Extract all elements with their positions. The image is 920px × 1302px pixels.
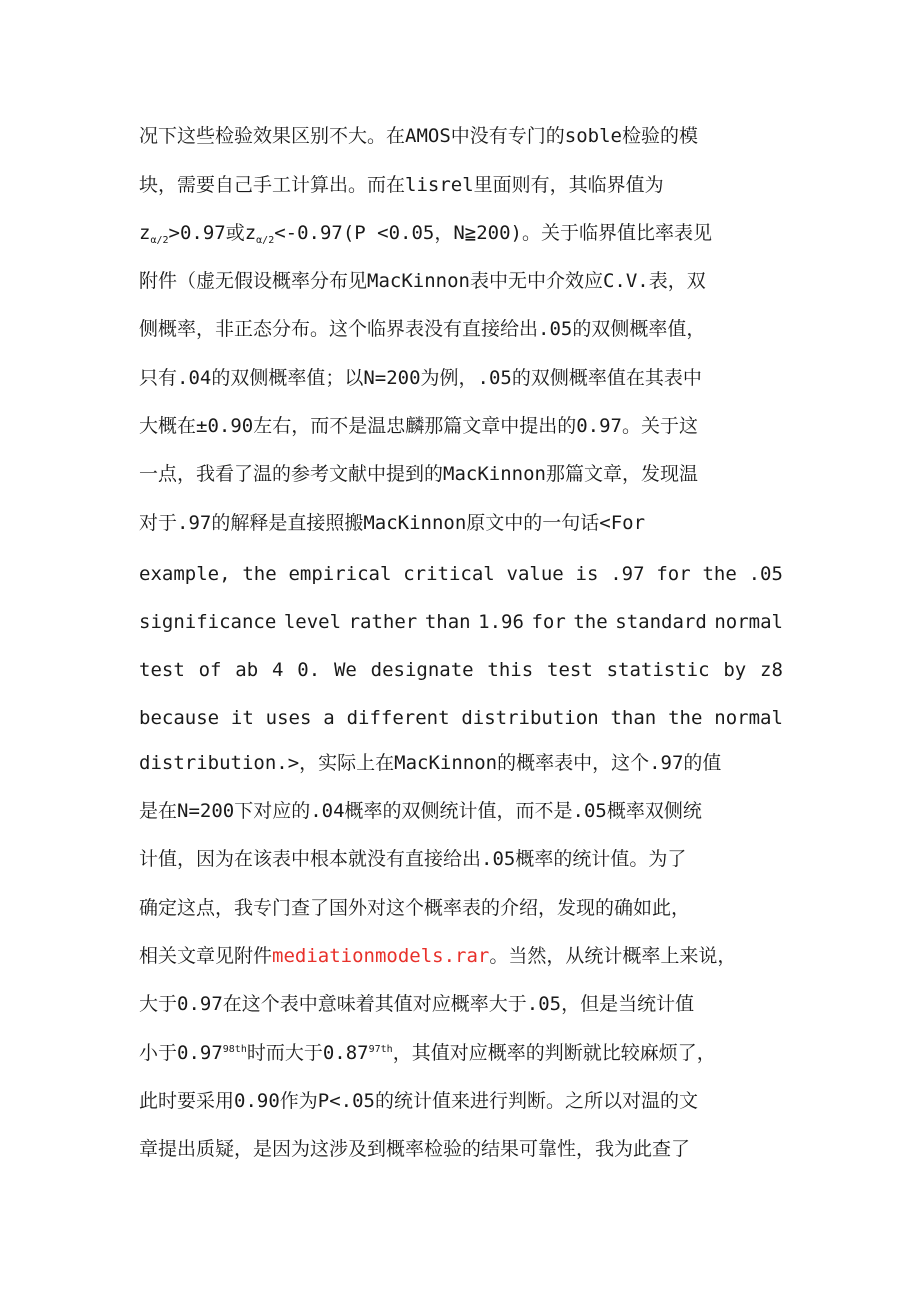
paragraph-line: 大于0.97在这个表中意味着其值对应概率大于.05，但是当统计值 [139, 993, 695, 1015]
word: critical [403, 563, 495, 585]
subscript: α/2 [256, 235, 275, 246]
word: different [346, 707, 450, 729]
word: z8 [760, 659, 783, 681]
z-symbol: z [139, 222, 151, 244]
word: distribution [461, 707, 599, 729]
word: standard [615, 611, 707, 633]
justified-english-line [139, 610, 783, 634]
paragraph-line: 确定这点，我专门查了国外对这个概率表的介绍，发现的确如此， [139, 897, 691, 919]
word: normal [714, 707, 783, 729]
word: because [139, 707, 220, 729]
justified-english-line [139, 658, 783, 682]
superscript: 97th [368, 1044, 393, 1055]
word: test [139, 659, 185, 681]
word: significance [139, 611, 277, 633]
word: designate [370, 659, 474, 681]
word: statistic [606, 659, 710, 681]
word: it [230, 707, 254, 729]
paragraph-line: 一点，我看了温的参考文献中提到的MacKinnon那篇文章，发现温 [139, 463, 698, 485]
word: 0. [297, 659, 321, 681]
word: by [723, 659, 747, 681]
word: example, [139, 563, 231, 585]
inline-text: 相关文章见附件 [139, 945, 273, 967]
word: ab [235, 659, 259, 681]
word: level [283, 611, 342, 633]
inline-text: >0.97或z [168, 222, 257, 244]
paragraph-line: 况下这些检验效果区别不大。在AMOS中没有专门的soble检验的模 [139, 125, 698, 147]
word: empirical [288, 563, 392, 585]
word: the [242, 563, 277, 585]
superscript: 98th [222, 1044, 247, 1055]
paragraph-line: 侧概率，非正态分布。这个临界表没有直接给出.05的双侧概率值， [139, 318, 706, 340]
inline-text: 。当然，从统计概率上来说， [489, 945, 737, 967]
paragraph-line: 对于.97的解释是直接照搬MacKinnon原文中的一句话<For [139, 512, 646, 534]
word: 1.96 [478, 611, 524, 633]
word: a [323, 707, 335, 729]
word: for [531, 611, 566, 633]
paragraph-line: 章提出质疑，是因为这涉及到概率检验的结果可靠性，我为此查了 [139, 1138, 691, 1160]
word: than [610, 707, 657, 729]
justified-english-line [139, 706, 783, 730]
justified-english-line [139, 562, 783, 586]
word: the [702, 563, 737, 585]
paragraph-line [139, 221, 783, 249]
paragraph-line: 只有.04的双侧概率值；以N=200为例，.05的双侧概率值在其表中 [139, 367, 702, 389]
paragraph-line: distribution.>，实际上在MacKinnon的概率表中，这个.97的值 [139, 752, 722, 774]
word: normal [714, 611, 783, 633]
paragraph-line: 大概在±0.90左右，而不是温忠麟那篇文章中提出的0.97。关于这 [139, 415, 698, 437]
word: this [487, 659, 534, 681]
paragraph-line [139, 944, 783, 968]
inline-text: ，其值对应概率的判断就比较麻烦了， [392, 1042, 716, 1064]
inline-text: 时而大于0.87 [246, 1042, 369, 1064]
word: .05 [748, 563, 783, 585]
word: of [198, 659, 222, 681]
word: than [424, 611, 471, 633]
paragraph-line: 附件（虚无假设概率分布见MacKinnon表中无中介效应C.V.表，双 [139, 270, 706, 292]
inline-text: 小于0.97 [139, 1042, 223, 1064]
word: We [333, 659, 357, 681]
word: is [575, 563, 599, 585]
word: .97 [610, 563, 645, 585]
word: value [506, 563, 564, 585]
paragraph-line [139, 1041, 783, 1069]
inline-text: <-0.97(P <0.05，N≧200)。关于临界值比率表见 [274, 222, 712, 244]
word: the [668, 707, 703, 729]
subscript: α/2 [150, 235, 169, 246]
word: rather [348, 611, 418, 633]
word: the [573, 611, 608, 633]
paragraph-line: 计值，因为在该表中根本就没有直接给出.05概率的统计值。为了 [139, 848, 687, 870]
paragraph-line: 是在N=200下对应的.04概率的双侧统计值，而不是.05概率双侧统 [139, 800, 702, 822]
word: 4 [271, 659, 284, 681]
word: for [656, 563, 691, 585]
word: uses [265, 707, 312, 729]
attachment-link[interactable]: mediationmodels.rar [272, 945, 490, 967]
paragraph-line: 此时要采用0.90作为P<.05的统计值来进行判断。之所以对温的文 [139, 1090, 698, 1112]
paragraph-line: 块，需要自己手工计算出。而在lisrel里面则有，其临界值为 [139, 174, 664, 196]
word: test [547, 659, 593, 681]
